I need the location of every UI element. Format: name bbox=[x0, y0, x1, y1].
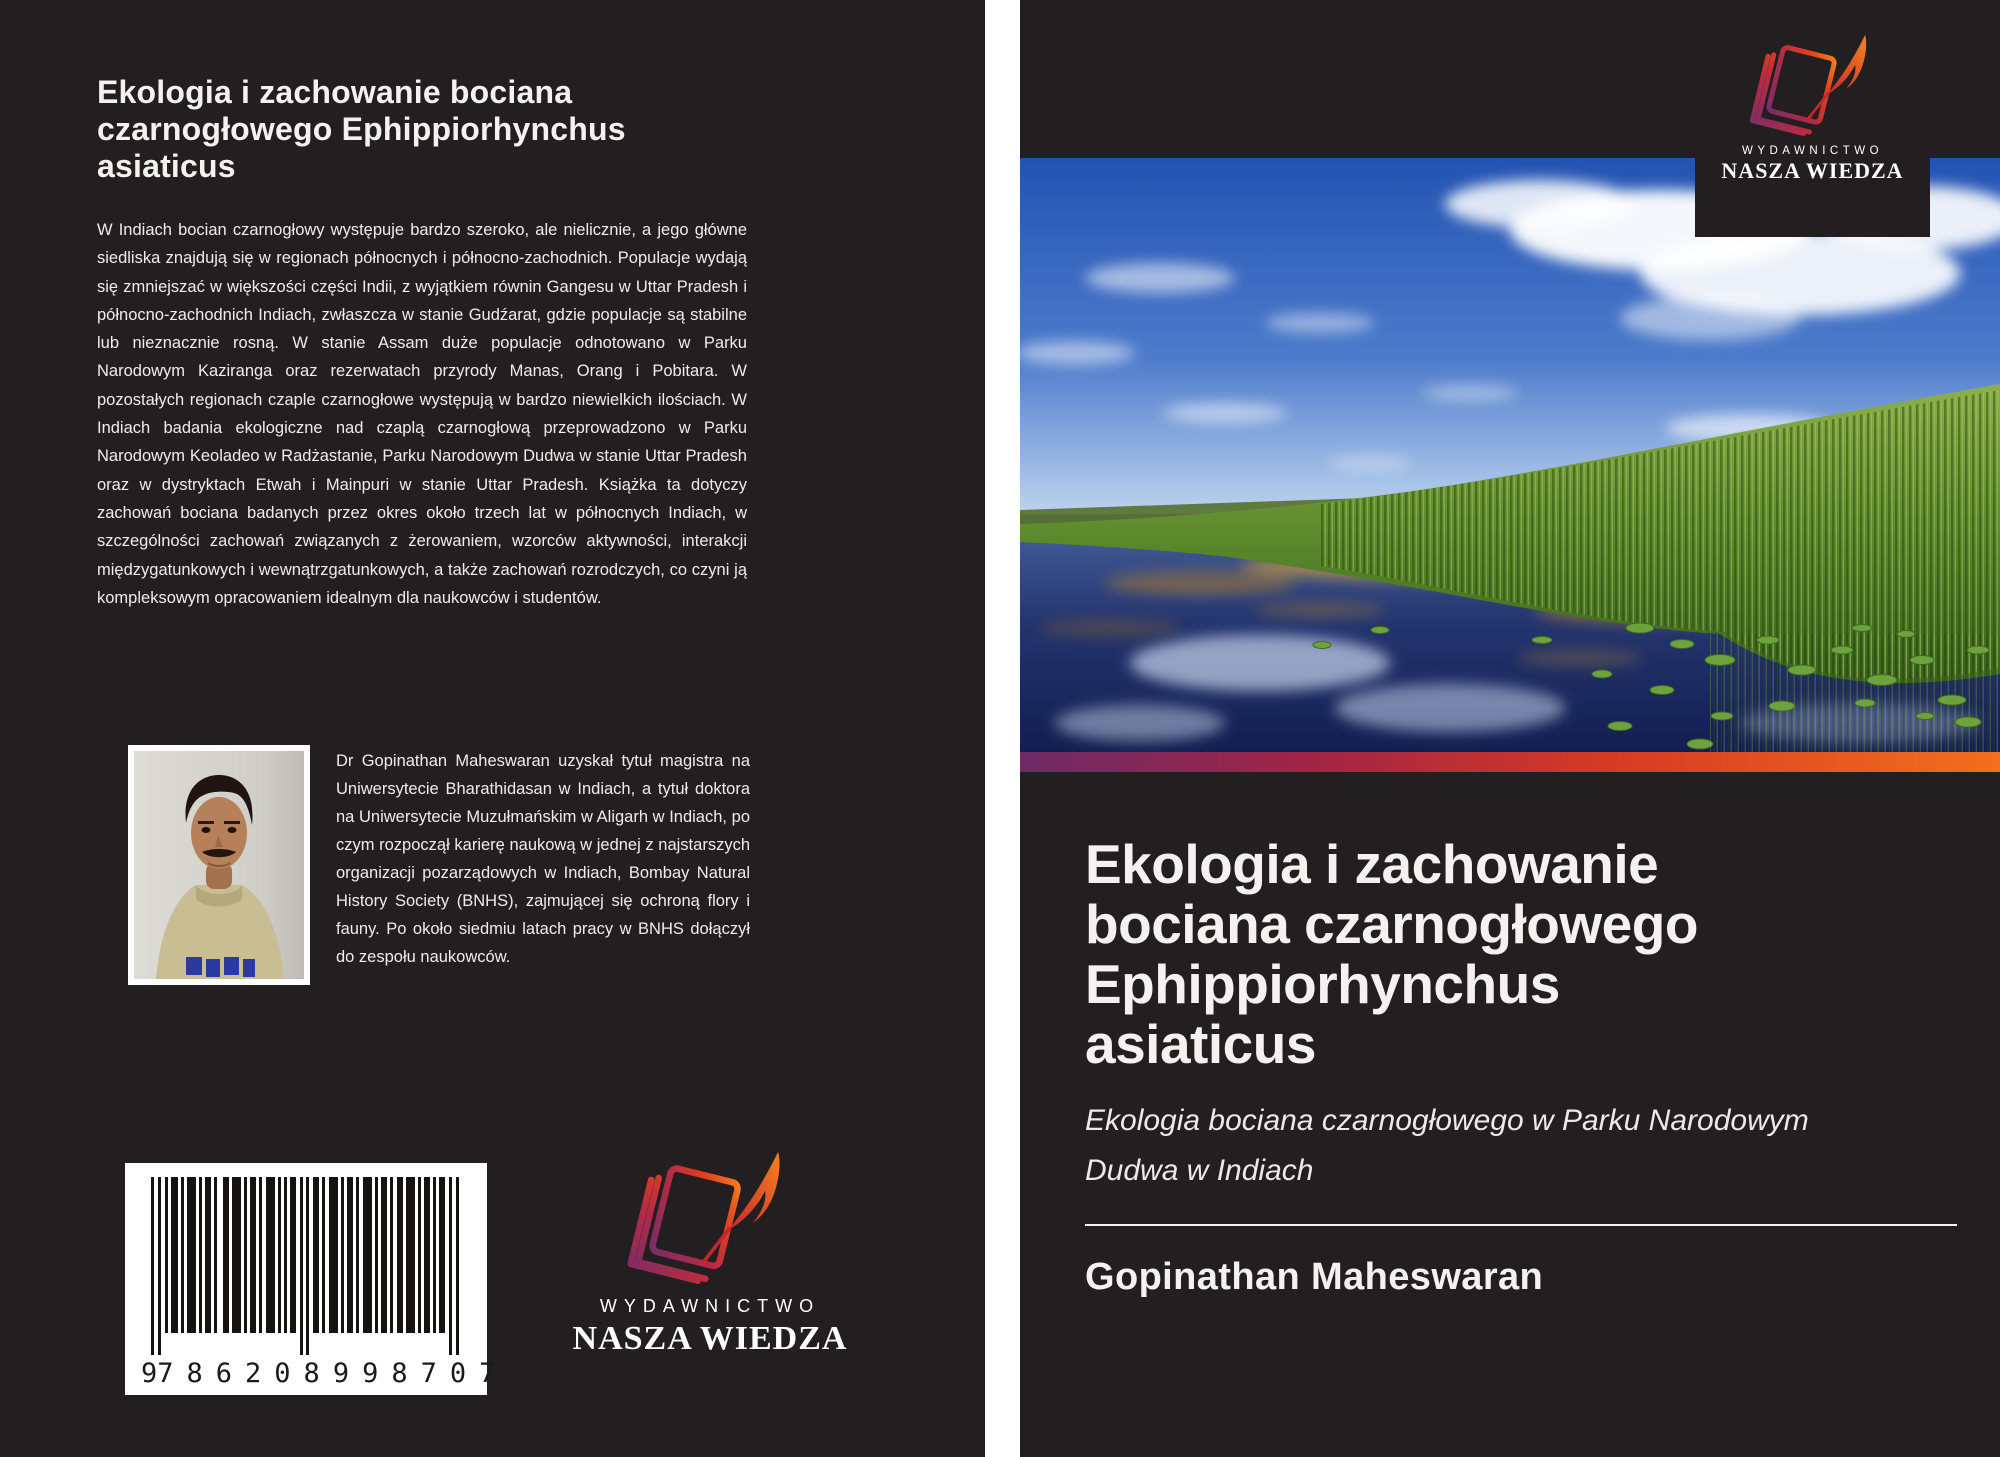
back-cover-title bbox=[97, 74, 777, 185]
barcode-group-2: 998707 bbox=[332, 1358, 509, 1389]
front-cover-title bbox=[1085, 834, 1965, 1074]
back-title-line: czarnogłowego Ephippiorhynchus bbox=[97, 111, 626, 147]
front-title-line: bociana czarnogłowego bbox=[1085, 893, 1698, 955]
author-portrait bbox=[128, 745, 310, 985]
accent-bar bbox=[1020, 752, 2000, 772]
front-cover-author: Gopinathan Maheswaran bbox=[1085, 1256, 1544, 1298]
front-title-line: Ekologia i zachowanie bbox=[1085, 833, 1659, 895]
publisher-name-line1: WYDAWNICTWO bbox=[599, 1296, 821, 1316]
publisher-logo-icon bbox=[605, 1150, 815, 1290]
cover-photo-wetland bbox=[1020, 158, 2000, 752]
barcode-group-1: 786208 bbox=[157, 1358, 333, 1389]
back-cover bbox=[0, 0, 985, 1457]
publisher-logo-back bbox=[520, 1150, 900, 1358]
front-title-line: Ephippiorhynchus bbox=[1085, 953, 1560, 1015]
barcode-digit-left: 9 bbox=[141, 1358, 158, 1389]
publisher-badge bbox=[1695, 25, 1930, 237]
front-subtitle-line: Ekologia bociana czarnogłowego w Parku Narodowym bbox=[1085, 1104, 1809, 1137]
publisher-name-line2: NASZA WIEDZA bbox=[572, 1320, 848, 1357]
front-cover-subtitle bbox=[1085, 1096, 1965, 1196]
front-cover bbox=[1020, 0, 2000, 1457]
front-subtitle-line: Dudwa w Indiach bbox=[1085, 1154, 1314, 1187]
author-section bbox=[128, 745, 750, 985]
back-title-line: Ekologia i zachowanie bociana bbox=[97, 74, 573, 110]
front-title-line: asiaticus bbox=[1085, 1013, 1316, 1075]
spine bbox=[985, 0, 1020, 1457]
publisher-name-line1: WYDAWNICTWO bbox=[1741, 145, 1884, 157]
back-title-line: asiaticus bbox=[97, 148, 236, 184]
barcode-digits bbox=[125, 1358, 509, 1389]
back-cover-description: W Indiach bocian czarnogłowy występuje bardzo szeroko, ale nielicznie, a jego główne siedliska znajdują się w regionach północnych i północno-zachodnich. Populacje wydają się zmniejszać w większości części Indii, z wyjątkiem równin Gangesu w Uttar Pradesh i północno-zachodnich Indiach, zwłaszcza w stanie Gudźarat, gdzie populacje są stabilne lub nieznacznie rosną. W stanie Assam duże populacje odnotowano w Parku Narodowym Kaziranga oraz rezerwatach przyrody Manas, Orang i Pobitara. W pozostałych regionach czaple czarnogłowe występują w bardzo niewielkich ilościach. W Indiach badania ekologiczne nad czaplą czarnogłową przeprowadzono w Parku Narodowym Keoladeo w Radżastanie, Parku Narodowym Dudwa w stanie Uttar Pradesh oraz w dystryktach Etwah i Mainpuri w stanie Uttar Pradesh. Książka ta dotyczy zachowań bociana badanych przez okres około trzech lat w północnych Indiach, w szczególności zachowań związanych z żerowaniem, wzorców aktywności, interakcji międzygatunkowych i wewnątrzgatunkowych, a także zachowań rozrodczych, co czyni ją kompleksowym opracowaniem idealnym dla naukowców i studentów. bbox=[97, 221, 747, 607]
publisher-name-line2: NASZA WIEDZA bbox=[1721, 158, 1904, 183]
barcode bbox=[125, 1163, 509, 1395]
author-divider-rule bbox=[1085, 1224, 1957, 1226]
publisher-logo-icon bbox=[1738, 33, 1888, 141]
author-bio: Dr Gopinathan Maheswaran uzyskał tytuł magistra na Uniwersytecie Bharathidasan w Indiach, a tytuł doktora na Uniwersytecie Muzułmańskim w Aligarh w Indiach, po czym rozpoczął karierę naukową w jednej z najstarszych organizacji pozarządowych w Indiach, Bombay Natural History Society (BNHS), zajmującej się ochroną flory i fauny. Po około siedmiu latach pracy w BNHS dołączył do zespołu naukowców. bbox=[336, 752, 750, 966]
